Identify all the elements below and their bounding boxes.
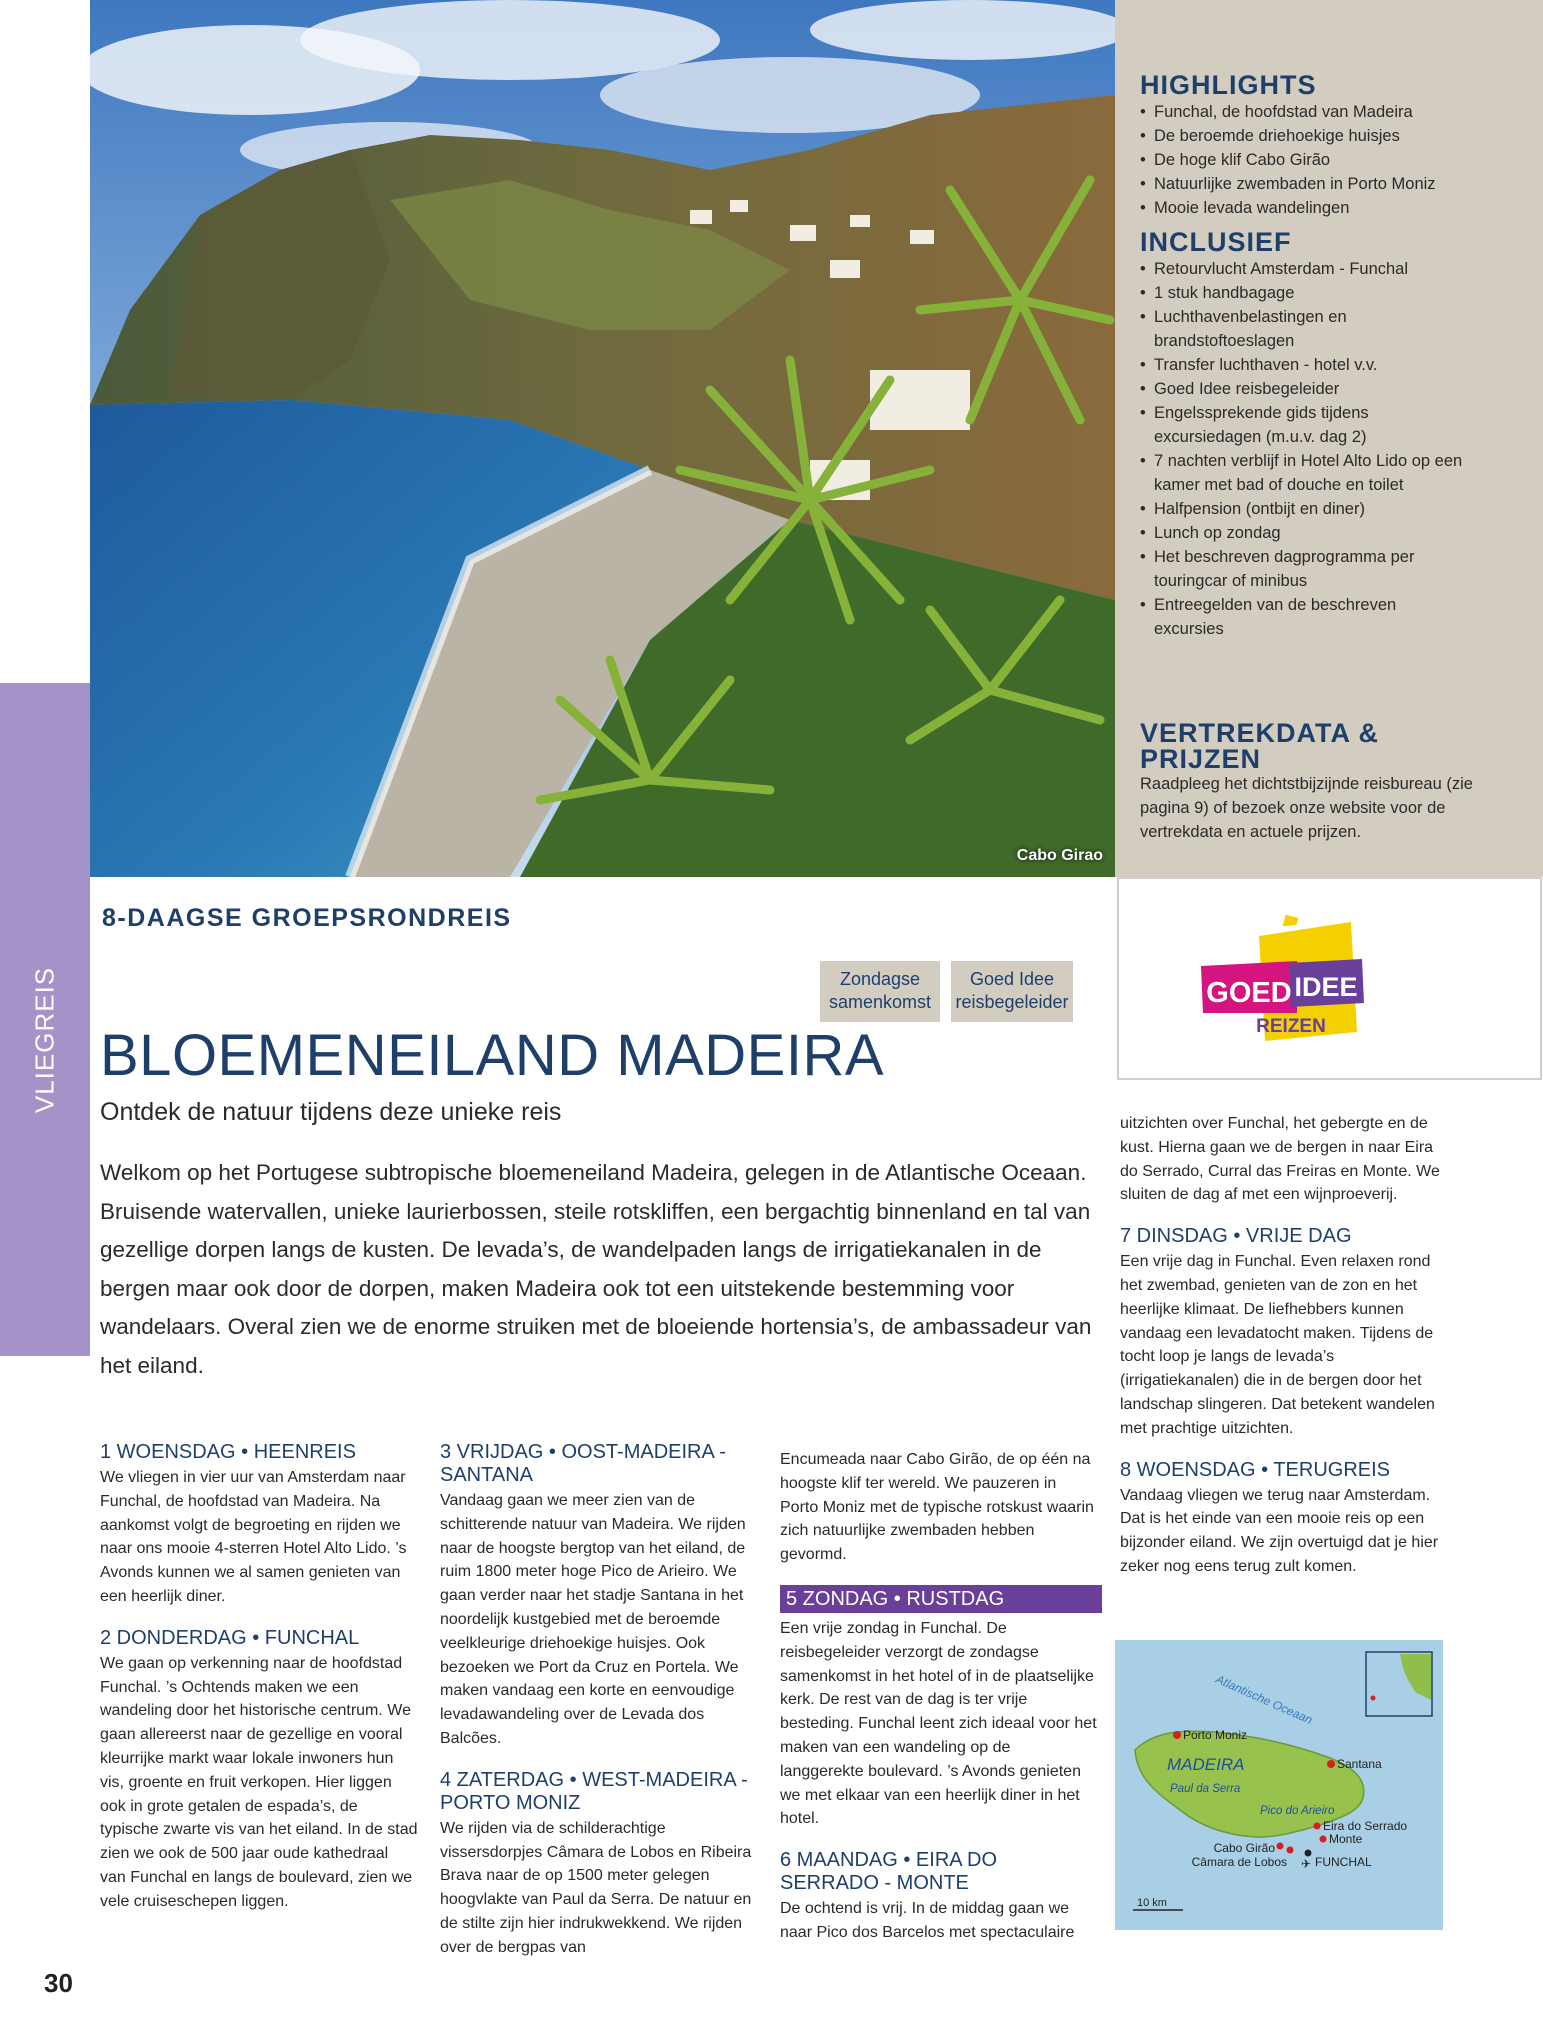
map-place-label: Câmara de Lobos	[1191, 1855, 1287, 1869]
highlights-item: • Mooie levada wandelingen	[1140, 196, 1523, 220]
day-text: Een vrije dag in Funchal. Even relaxen rond het zwembad, genieten van de zon en het heerlijke klimaat. De liefhebbers kunnen vandaag een levadatocht maken. Tijdens de tocht loop je langs de levada’s (irrigatiekanalen) die in de bergen door het landschap slingeren. Dat betekent wandelen met prachtige uitzichten.	[1120, 1253, 1435, 1437]
day-text: We vliegen in vier uur van Amsterdam naar Funchal, de hoofdstad van Madeira. Na aankomst volgt de begroeting en rijden we naar ons mooie 4-sterren Hotel Alto Lido. ’s Avonds kunnen we al samen genieten van een heerlijk diner.	[100, 1469, 407, 1605]
inclusief-item: • Luchthavenbelastingen en brandstoftoeslagen	[1140, 305, 1470, 353]
day-4-continued	[780, 1448, 1098, 1567]
map-place-label: FUNCHAL	[1315, 1855, 1372, 1869]
map-marker-cabo-girao	[1277, 1843, 1284, 1850]
map-place-label: Monte	[1329, 1832, 1363, 1846]
page-title: BLOEMENEILAND MADEIRA	[100, 1023, 885, 1088]
tour-type-label: 8-DAAGSE GROEPSRONDREIS	[102, 904, 512, 932]
day-5	[780, 1585, 1098, 1831]
map-marker-camara-de-lobos	[1287, 1847, 1294, 1854]
day-6	[780, 1849, 1098, 1945]
intro-paragraph: Welkom op het Portugese subtropische bloemeneiland Madeira, gelegen in de Atlantische Oceaan. Bruisende watervallen, unieke laurierbossen, steile rotskliffen, een bergachtig binnenland en tal van gezellige dorpen langs de kusten. De levada’s, de wandelpaden langs de irrigatiekanalen in de bergen maar ook door de dorpen, maken Madeira ook tot een uitstekende bestemming voor wandelaars. Overal zien we de enorme struiken met de bloeiende hortensia’s, de ambassadeur van het eiland.	[100, 1160, 1092, 1378]
map-marker-santana	[1327, 1760, 1335, 1768]
map-place-label: Eira do Serrado	[1323, 1819, 1408, 1833]
map-marker-monte	[1320, 1836, 1327, 1843]
day-text: Vandaag vliegen we terug naar Amsterdam. Dat is het einde van een mooie reis op een bijzonder eiland. We zijn overtuigd dat je hier zeker nog eens terug zult komen.	[1120, 1486, 1439, 1575]
inclusief-item: • Halfpension (ontbijt en diner)	[1140, 497, 1470, 521]
day-6-continued	[1120, 1112, 1450, 1207]
itinerary-column-3	[780, 1446, 1098, 1963]
photo-caption: Cabo Girao	[1016, 847, 1103, 864]
highlights-item: • De hoge klif Cabo Girão	[1140, 148, 1523, 172]
map-marker-eira-do-serrado	[1314, 1823, 1321, 1830]
inclusief-item: • 7 nachten verblijf in Hotel Alto Lido op een kamer met bad of douche en toilet	[1140, 449, 1470, 497]
map-marker-funchal	[1305, 1850, 1312, 1857]
page-number: 30	[44, 1968, 73, 1998]
map-place-label: Cabo Girão	[1213, 1841, 1275, 1855]
inclusief-item: • Retourvlucht Amsterdam - Funchal	[1140, 257, 1470, 281]
inclusief-heading: INCLUSIEF	[1140, 227, 1292, 257]
feature-tag-samenkomst: Zondagse samenkomst	[820, 961, 940, 1022]
inclusief-item: • 1 stuk handbagage	[1140, 281, 1470, 305]
map-peak-label: Pico do Arieiro	[1260, 1805, 1335, 1817]
logo-box	[1117, 877, 1542, 1080]
map-place-label: Santana	[1337, 1757, 1382, 1771]
inclusief-item: • Lunch op zondag	[1140, 521, 1470, 545]
day-heading: 2 DONDERDAG • FUNCHAL	[100, 1626, 360, 1649]
logo-word-idee: IDEE	[1294, 972, 1358, 1002]
inclusief-item: • Entreegelden van de beschreven excursies	[1140, 593, 1470, 641]
day-1	[100, 1441, 418, 1609]
highlights-list	[1140, 100, 1523, 220]
itinerary-column-2	[440, 1441, 758, 1978]
logo-word-goed: GOED	[1206, 977, 1292, 1009]
highlights-item: • Natuurlijke zwembaden in Porto Moniz	[1140, 172, 1523, 196]
map-island-label: MADEIRA	[1167, 1755, 1245, 1774]
day-heading: 6 MAANDAG • EIRA DO SERRADO - MONTE	[780, 1849, 998, 1895]
day-heading: 3 VRIJDAG • OOST-MADEIRA - SANTANA	[440, 1441, 726, 1486]
day-heading: 8 WOENSDAG • TERUGREIS	[1120, 1458, 1391, 1481]
day-text: uitzichten over Funchal, het gebergte en de kust. Hierna gaan we de bergen in naar Eira do Serrado, Curral das Freiras en Monte. We sluiten de dag af met een wijnproeverij.	[1120, 1115, 1440, 1204]
day-text: Encumeada naar Cabo Girão, de op één na hoogste klif ter wereld. We pauzeren in Porto Moniz met de typische rotskust waarin zich natuurlijke zwembaden hebben gevormd.	[780, 1451, 1094, 1564]
map-marker-porto-moniz	[1173, 1731, 1181, 1739]
inclusief-item: • Het beschreven dagprogramma per touringcar of minibus	[1140, 545, 1470, 593]
day-4	[440, 1769, 758, 1960]
day-heading: 4 ZATERDAG • WEST-MADEIRA - PORTO MONIZ	[440, 1768, 748, 1814]
map-scale-label: 10 km	[1137, 1897, 1167, 1909]
highlights-heading: HIGHLIGHTS	[1140, 70, 1317, 100]
day-3	[440, 1441, 758, 1751]
logo-word-reizen: REIZEN	[1256, 1016, 1326, 1037]
inclusief-list	[1140, 257, 1470, 641]
map-plateau-label: Paul da Serra	[1170, 1783, 1241, 1795]
section-side-tab-label: VLIEGREIS	[29, 966, 60, 1114]
highlights-item: • Funchal, de hoofdstad van Madeira	[1140, 100, 1523, 124]
day-heading: 7 DINSDAG • VRIJE DAG	[1120, 1225, 1352, 1248]
map-ocean-label: Atlantische Oceaan	[1213, 1671, 1315, 1728]
day-text: Een vrije zondag in Funchal. De reisbegeleider verzorgt de zondagse samenkomst in het hotel of in de plaatselijke kerk. De rest van de dag is ter vrije besteding. Funchal leent zich ideaal voor het maken van een wandeling op de langgerekte boulevard. ’s Avonds genieten we met elkaar van een heerlijk diner in het hotel.	[780, 1619, 1097, 1828]
day-8	[1120, 1459, 1450, 1579]
madeira-map	[1115, 1640, 1443, 1930]
airplane-icon: ✈	[1301, 1857, 1312, 1871]
page-subtitle: Ontdek de natuur tijdens deze unieke reis	[100, 1098, 562, 1126]
day-heading-highlighted: 5 ZONDAG • RUSTDAG	[780, 1585, 1102, 1613]
map-place-label: Porto Moniz	[1183, 1728, 1248, 1742]
highlights-item: • De beroemde driehoekige huisjes	[1140, 124, 1523, 148]
day-text: We rijden via de schilderachtige vissersdorpjes Câmara de Lobos en Ribeira Brava naar de op 1500 meter gelegen hoogvlakte van Paul da Serra. De natuur en de stilte zijn hier indrukwekkend. We rijden over de bergpas van	[440, 1819, 752, 1956]
inclusief-item: • Engelssprekende gids tijdens excursiedagen (m.u.v. dag 2)	[1140, 401, 1470, 449]
vertrekdata-text: Raadpleeg het dichtstbijzijnde reisbureau (zie pagina 9) of bezoek onze website voor de vertrekdata en actuele prijzen.	[1140, 775, 1473, 841]
hero-photo	[90, 0, 1115, 877]
itinerary-column-4	[1120, 1110, 1450, 1597]
info-panel	[1115, 0, 1543, 877]
day-7	[1120, 1225, 1450, 1440]
day-2	[100, 1627, 418, 1914]
day-text: Vandaag gaan we meer zien van de schitterende natuur van Madeira. We rijden naar de hoogste bergtop van het eiland, de ruim 1800 meter hoge Pico de Arieiro. We gaan verder naar het stadje Santana in het noordelijk kustgebied met de beroemde veelkleurige driehoekige huisjes. Ook bezoeken we Port da Cruz en Portela. We maken vandaag een korte en eenvoudige levadawandeling over de Levada dos Balcões.	[440, 1492, 746, 1747]
cabo-girao-landscape-image	[90, 0, 1115, 877]
vertrekdata-heading: VERTREKDATA & PRIJZEN	[1140, 718, 1379, 774]
day-text: De ochtend is vrij. In de middag gaan we naar Pico dos Barcelos met spectaculaire	[780, 1900, 1075, 1941]
inclusief-item: • Goed Idee reisbegeleider	[1140, 377, 1470, 401]
day-heading: 1 WOENSDAG • HEENREIS	[100, 1441, 356, 1463]
inclusief-item: • Transfer luchthaven - hotel v.v.	[1140, 353, 1470, 377]
day-text: We gaan op verkenning naar de hoofdstad Funchal. ’s Ochtends maken we een wandeling door het historische centrum. We gaan allereerst naar de gezellige en vooral kleurrijke markt waar lokale inwoners hun vis, groente en fruit verkopen. Hier liggen ook in grote getalen de espada’s, de typische zwarte vis van het eiland. In de stad zien we ook de 500 jaar oude kathedraal van Funchal en langs de boulevard, zien we vele cruiseschepen liggen.	[100, 1654, 418, 1910]
feature-tag-reisbegeleider: Goed Idee reisbegeleider	[951, 961, 1073, 1022]
itinerary-column-1	[100, 1441, 418, 1932]
goed-idee-reizen-logo	[1119, 879, 1543, 1082]
